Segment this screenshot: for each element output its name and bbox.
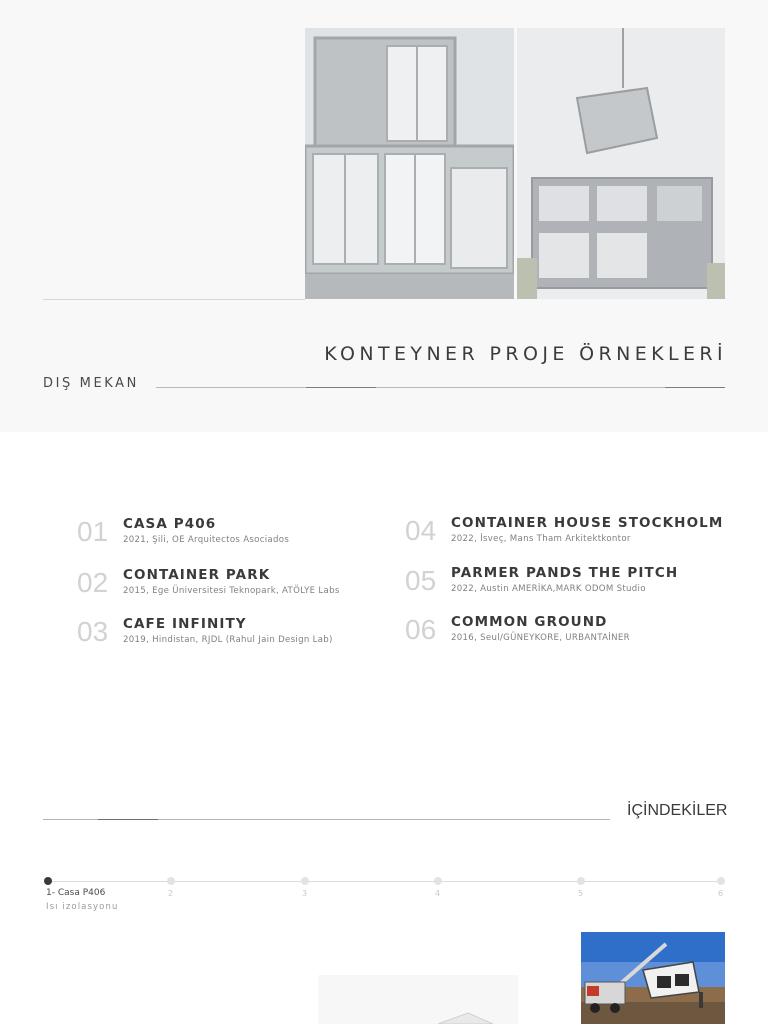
project-entry-05 [405,565,735,599]
page-title: KONTEYNER PROJE ÖRNEKLERİ [324,343,727,365]
project-entry-01 [77,516,397,550]
timeline-active-sub: Isı izolasyonu [46,902,119,912]
project-meta: 2019, Hindistan, RJDL (Rahul Jain Design Lab) [123,635,333,645]
project-title: CASA P406 [123,516,217,532]
project-number: 04 [405,515,437,546]
section-subtitle: DIŞ MEKAN [43,376,139,391]
timeline-track [48,881,721,882]
subtitle-rule [156,387,725,388]
project-meta: 2022, Austin AMERİKA,MARK ODOM Studio [451,584,646,594]
project-entry-04 [405,515,735,549]
hero-photo-containers [305,28,514,299]
timeline-step-1-active[interactable] [44,877,52,885]
project-number: 03 [77,616,109,647]
timeline-step-5[interactable] [577,877,585,885]
project-entry-03 [77,616,397,650]
timeline-step-4[interactable] [434,877,442,885]
project-entry-06 [405,614,735,648]
project-entry-02 [77,567,397,601]
project-title: CAFE INFINITY [123,616,247,632]
project-number: 06 [405,614,437,645]
timeline-step-2[interactable] [167,877,175,885]
crane-truck-photo [581,932,725,1024]
project-title: CONTAINER PARK [123,567,271,583]
hero-divider-line [43,299,305,300]
project-title: COMMON GROUND [451,614,608,630]
project-number: 05 [405,565,437,596]
timeline-step-label: 5 [578,889,584,898]
project-meta: 2016, Seul/GÜNEYKORE, URBANTAİNER [451,633,630,643]
timeline-step-label: 2 [168,889,174,898]
project-meta: 2022, İsveç, Mans Tham Arkitektkontor [451,534,631,544]
project-title: PARMER PANDS THE PITCH [451,565,679,581]
timeline-step-3[interactable] [301,877,309,885]
timeline-step-label: 4 [435,889,441,898]
project-number: 01 [77,516,109,547]
toc-title: İÇİNDEKİLER [627,802,728,819]
timeline-step-label: 6 [718,889,724,898]
toc-rule [43,819,610,820]
project-meta: 2015, Ege Üniversitesi Teknopark, ATÖLYE Labs [123,586,340,596]
project-title: CONTAINER HOUSE STOCKHOLM [451,515,724,531]
timeline-step-6[interactable] [717,877,725,885]
project-meta: 2021, Şili, OE Arquitectos Asociados [123,535,290,545]
hero-photo-crane-lift [517,28,725,299]
timeline-step-label: 3 [302,889,308,898]
project-number: 02 [77,567,109,598]
container-sketch-image [318,975,518,1024]
timeline-active-label: 1- Casa P406 [46,888,106,898]
